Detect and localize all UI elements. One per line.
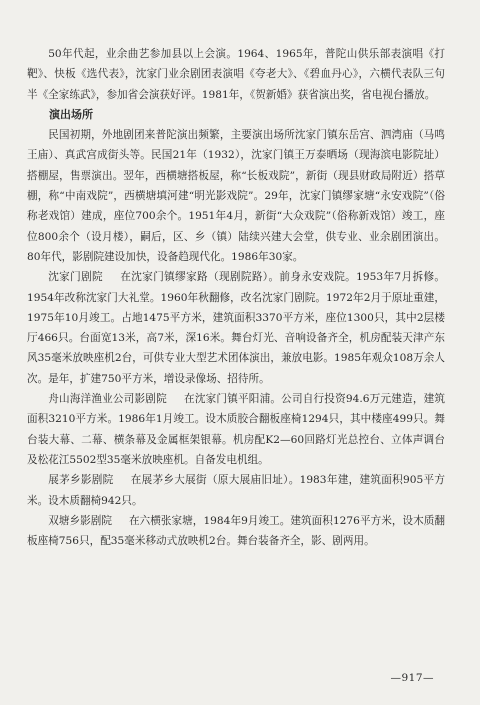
section-heading: 演出场所 xyxy=(49,107,93,121)
venue-name: 双塘乡影剧院 xyxy=(48,514,112,527)
venue-description: 在六横张家塘，1984年9月竣工。建筑面积1276平方米，设木质翻板座椅756只，配35毫米移动式放映机2台。舞台装备齐全，影、剧两用。 xyxy=(27,514,445,548)
venue-name: 展茅乡影剧院 xyxy=(48,474,114,487)
venue-name: 沈家门剧院 xyxy=(48,271,103,284)
venue-entry xyxy=(27,267,445,389)
intro-paragraph: 50年代起，业余曲艺参加县以上会演。1964、1965年，普陀山供乐部表演唱《打靶》、快板《选代表》，沈家门业余剧团表演唱《夸老大》、《碧血丹心》，六横代表队三句半《全家练武》，参加省会演获好评。1981年，《贺新婚》获省演出奖，省电视台播放。 xyxy=(27,48,445,101)
venue-description: 在沈家门镇缪家路（现剧院路）。前身永安戏院。1953年7月拆修。1954年改称沈家门大礼堂。1960年秋翻修，改名沈家门剧院。1972年2月于原址重建，1975年10月竣工。占地1475平方米，建筑面积3370平方米，座位1300只，其中2层楼厅466只。台面宽13米，高7米，深16米。舞台灯光、音响设备齐全，机房配装天津产东风35毫米放映座机2台，可供专业大型艺术团体演出，兼放电影。1985年观众108万余人次。是年，扩建750平方米，增设录像场、招待所。 xyxy=(27,271,446,385)
venue-description: 在展茅乡大展街（原大展庙旧址）。1983年建，建筑面积905平方米。设木质翻椅942只。 xyxy=(27,474,445,507)
page-number: —917— xyxy=(390,672,434,684)
history-paragraph: 民国初期，外地剧团来普陀演出频繁，主要演出场所沈家门镇东岳宫、泗湾庙（马鸣王庙）、真武宫成街头等。民国21年（1932），沈家门镇王万泰晒场（现海滨电影院址）搭棚屋，售票演出。翌年，西横塘搭板屋，称“长板戏院”，新街（现县财政局附近）搭草棚，称“中南戏院”，西横塘填河建“明光影戏院”。29年，沈家门镇缪家塘“永安戏院”（俗称老戏馆）建成，座位700余个。1951年4月，新街“大众戏院”（俗称新戏馆）竣工，座位800余个（设月楼），嗣后，区、乡（镇）陆续兴建大会堂，供专业、业余剧团演出。80年代，影剧院建设加快，设备趋现代化。1986年30家。 xyxy=(27,129,445,263)
venue-entry xyxy=(27,389,445,470)
page-body xyxy=(27,44,445,551)
venue-name: 舟山海洋渔业公司影剧院 xyxy=(48,393,167,406)
venue-description: 在沈家门镇平阳浦。公司自行投资94.6万元建造，建筑面积3210平方米。1986年1月竣工。设木质胶合翻板座椅1294只，其中楼座499只。舞台装大幕、二幕、横条幕及金属框架银幕。机房配K2—60回路灯光总控台、立体声调台及松花江5502型35毫米放映座机。自备发电机组。 xyxy=(27,393,446,466)
venue-entry xyxy=(27,511,445,552)
venue-entry xyxy=(27,470,445,511)
